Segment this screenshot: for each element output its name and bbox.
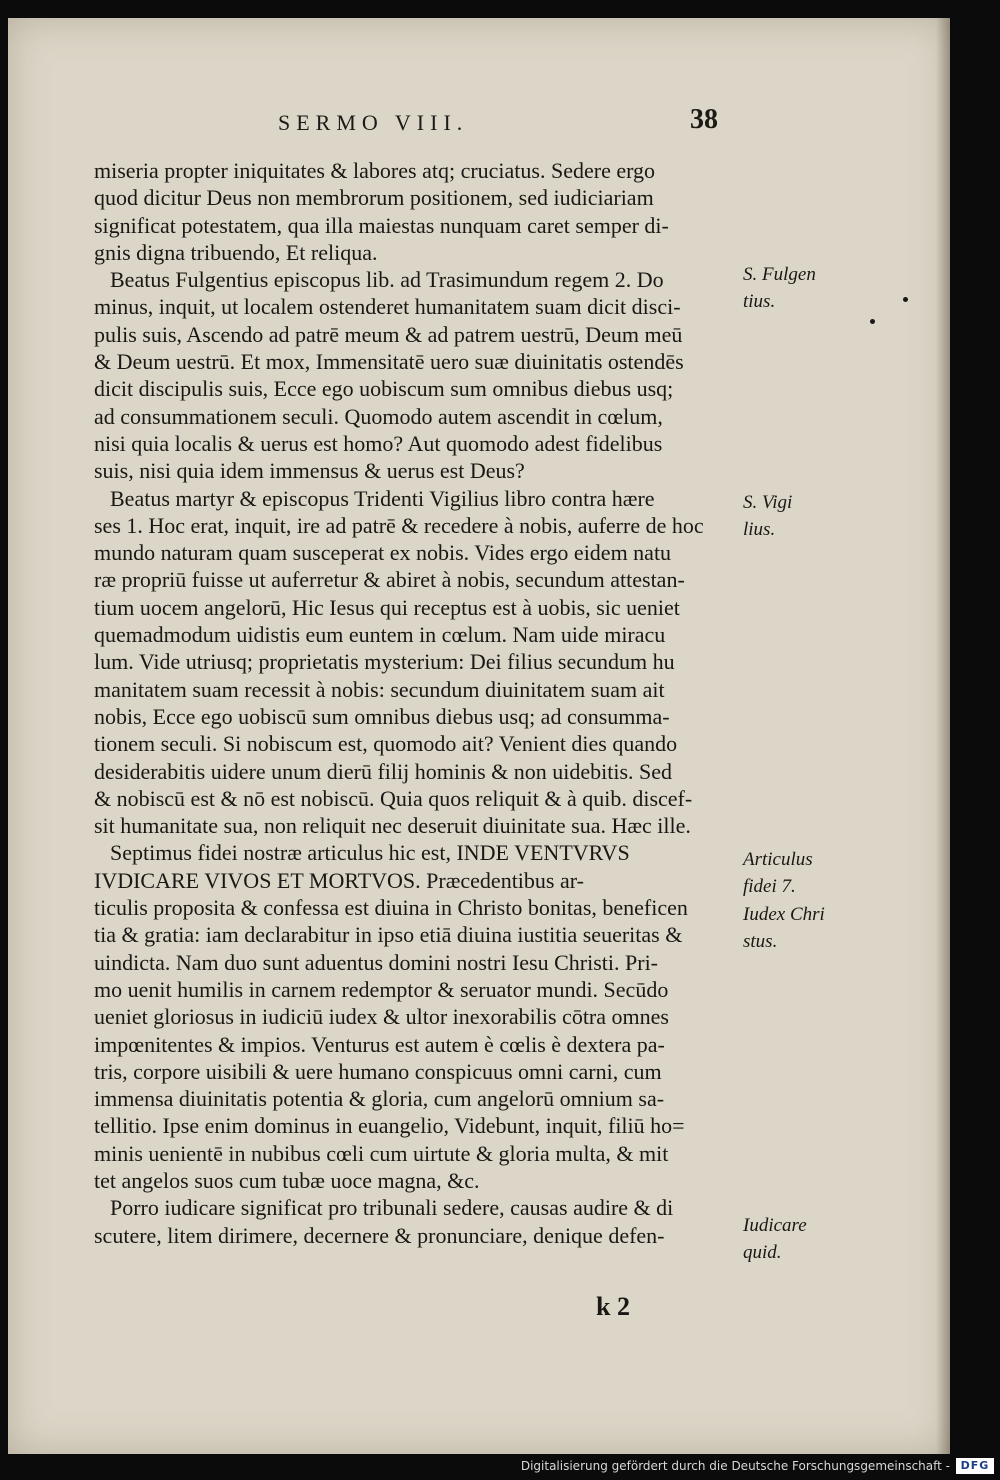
text-line: sit humanitate sua, non reliquit nec deseruit diuinitate sua. Hæc ille. bbox=[94, 813, 691, 839]
text-line: & nobiscū est & nō est nobiscū. Quia quos reliquit & à quib. discef- bbox=[94, 785, 693, 811]
text-line: tet angelos suos cum tubæ uoce magna, &c. bbox=[94, 1167, 480, 1193]
text-line: Septimus fidei nostræ articulus hic est, INDE VENTVRVS bbox=[110, 840, 630, 866]
text-line: lum. Vide utriusq; proprietatis mysterium: Dei filius secundum hu bbox=[94, 649, 675, 675]
text-line: tellitio. Ipse enim dominus in euangelio, Videbunt, inquit, filiū ho= bbox=[94, 1113, 685, 1139]
running-header bbox=[278, 104, 718, 144]
marginal-line: S. Vigi bbox=[743, 492, 793, 513]
marginal-note-articulus bbox=[743, 846, 843, 955]
text-line: scutere, litem dirimere, decernere & pronunciare, denique defen- bbox=[94, 1222, 665, 1248]
text-line: IVDICARE VIVOS ET MORTVOS. Præcedentibus ar- bbox=[94, 867, 584, 893]
marginal-line: Articulus bbox=[743, 849, 813, 870]
text-line: ueniet gloriosus in iudiciū iudex & ultor inexorabilis cōtra omnes bbox=[94, 1004, 669, 1030]
text-line: significat potestatem, qua illa maiestas nunquam caret semper di- bbox=[94, 212, 669, 238]
ink-speck bbox=[870, 319, 875, 324]
marginal-note-fulgentius bbox=[743, 261, 843, 316]
marginal-line: tius. bbox=[743, 291, 776, 313]
running-title: SERMO VIII. bbox=[278, 110, 469, 135]
marginal-line: quid. bbox=[743, 1242, 782, 1264]
text-line: desiderabitis uidere unum dierū filij hominis & non uidebitis. Sed bbox=[94, 758, 673, 784]
marginal-note-iudicare bbox=[743, 1212, 843, 1267]
text-line: immensa diuinitatis potentia & gloria, cum angelorū omnium sa- bbox=[94, 1086, 665, 1112]
text-line: dicit discipulis suis, Ecce ego uobiscum sum omnibus diebus usq; bbox=[94, 376, 674, 402]
marginal-line: Iudex Chri bbox=[743, 903, 825, 925]
text-line: uindicta. Nam duo sunt aduentus domini nostri Iesu Christi. Pri- bbox=[94, 949, 659, 975]
text-line: Beatus martyr & episcopus Tridenti Vigilius libro contra hære bbox=[110, 485, 655, 511]
ink-speck bbox=[903, 297, 908, 302]
text-line: quemadmodum uidistis eum euntem in cœlum. Nam uide miracu bbox=[94, 622, 666, 648]
text-line: tionem seculi. Si nobiscum est, quomodo ait? Venient dies quando bbox=[94, 731, 678, 757]
text-line: mo uenit humilis in carnem redemptor & seruator mundi. Secūdo bbox=[94, 976, 669, 1002]
body-text bbox=[94, 157, 734, 1249]
text-line: pulis suis, Ascendo ad patrē meum & ad patrem uestrū, Deum meū bbox=[94, 321, 683, 347]
signature-mark: k 2 bbox=[596, 1292, 630, 1321]
text-line: ræ propriū fuisse ut auferretur & abiret à nobis, secundum attestan- bbox=[94, 567, 685, 593]
marginal-line: lius. bbox=[743, 519, 776, 541]
text-line: quod dicitur Deus non membrorum positionem, sed iudiciariam bbox=[94, 185, 654, 211]
text-line: tris, corpore uisibili & uere humano conspicuus omni carni, cum bbox=[94, 1058, 662, 1084]
text-line: gnis digna tribuendo, Et reliqua. bbox=[94, 239, 378, 265]
marginal-line: stus. bbox=[743, 930, 778, 952]
marginal-line: fidei 7. bbox=[743, 876, 796, 898]
marginal-line: Iudicare bbox=[743, 1215, 807, 1236]
footer-bar bbox=[0, 1454, 1000, 1480]
text-line: suis, nisi quia idem immensus & uerus est Deus? bbox=[94, 458, 525, 484]
dfg-logo: DFG bbox=[956, 1458, 994, 1474]
text-line: ticulis proposita & confessa est diuina in Christo bonitas, beneficen bbox=[94, 895, 688, 921]
marginal-line: S. Fulgen bbox=[743, 264, 816, 285]
text-line: ad consummationem seculi. Quomodo autem ascendit in cœlum, bbox=[94, 403, 663, 429]
text-line: nisi quia localis & uerus est homo? Aut quomodo adest fidelibus bbox=[94, 430, 663, 456]
text-line: ses 1. Hoc erat, inquit, ire ad patrē & recedere à nobis, auferre de hoc bbox=[94, 512, 704, 538]
text-line: manitatem suam recessit à nobis: secundum diuinitatem suam ait bbox=[94, 676, 665, 702]
marginal-note-vigilius bbox=[743, 489, 843, 544]
text-line: Porro iudicare significat pro tribunali sedere, causas audire & di bbox=[110, 1195, 674, 1221]
funding-credit: Digitalisierung gefördert durch die Deutsche Forschungsgemeinschaft - bbox=[520, 1459, 950, 1473]
text-line: nobis, Ecce ego uobiscū sum omnibus diebus usq; ad consumma- bbox=[94, 703, 670, 729]
text-line: tia & gratia: iam declarabitur in ipso etiā diuina iustitia seueritas & bbox=[94, 922, 683, 948]
text-line: tium uocem angelorū, Hic Iesus qui receptus est à uobis, sic ueniet bbox=[94, 594, 680, 620]
text-line: & Deum uestrū. Et mox, Immensitatē uero suæ diuinitatis ostendēs bbox=[94, 349, 684, 375]
text-line: minis uenientē in nubibus cœli cum uirtute & gloria multa, & mit bbox=[94, 1140, 669, 1166]
text-line: minus, inquit, ut localem ostenderet humanitatem suam dicit disci- bbox=[94, 294, 681, 320]
text-line: miseria propter iniquitates & labores atq; cruciatus. Sedere ergo bbox=[94, 158, 656, 183]
folio-number: 38 bbox=[690, 104, 718, 135]
text-line: Beatus Fulgentius episcopus lib. ad Trasimundum regem 2. Do bbox=[110, 267, 664, 293]
book-page bbox=[8, 18, 950, 1454]
text-line: mundo naturam quam susceperat ex nobis. Vides ergo eidem natu bbox=[94, 540, 672, 566]
text-line: impœnitentes & impios. Venturus est autem è cœlis è dextera pa- bbox=[94, 1031, 665, 1057]
